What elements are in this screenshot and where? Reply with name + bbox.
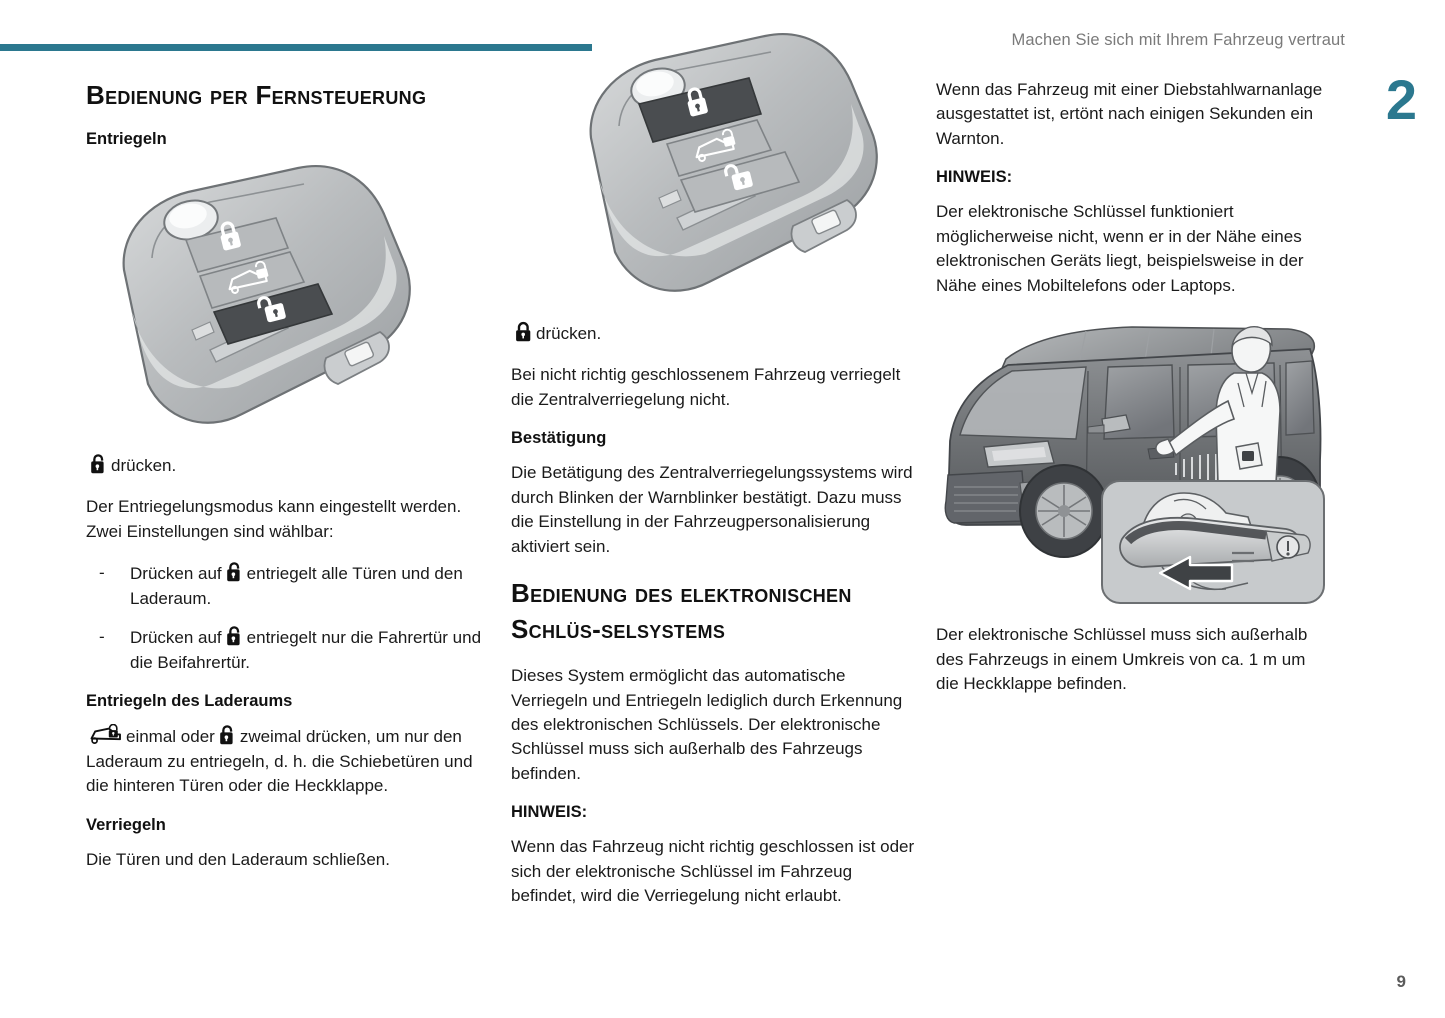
paragraph-electronic-key-system: Dieses System ermöglicht das automatische Verriegeln und Entriegeln lediglich durch Erkennung des elektronischen Schlüssels. Der elektronische Schlüssel muss sich außerhalb des Fahrzeugs befinden. xyxy=(511,666,903,783)
paragraph-unlock-mode: Der Entriegelungsmodus kann eingestellt werden. Zwei Einstellungen sind wählbar: xyxy=(86,497,462,541)
note-label-right: HINWEIS: xyxy=(936,168,1013,187)
subheading-lock: Verriegeln xyxy=(86,815,166,834)
list-item-text-after: entriegelt alle Türen und den Laderaum. xyxy=(130,564,463,608)
door-handle-inset xyxy=(1102,481,1324,603)
chapter-number: 2 xyxy=(1385,68,1417,131)
paragraph-cargo xyxy=(86,724,490,798)
key-fob-lock-illustration xyxy=(559,30,889,295)
figure-key-fob-lock xyxy=(559,30,915,295)
running-head: Machen Sie sich mit Ihrem Fahrzeug vertraut xyxy=(1011,31,1345,49)
list-item-text-after: entriegelt nur die Fahrertür und die Beifahrertür. xyxy=(130,628,482,672)
cargo-vehicle-unlock-icon xyxy=(89,724,123,746)
cargo-text-2: zweimal drücken, um nur den Laderaum zu entriegeln, d. h. die Schiebetüren und die hinteren Türen oder die Heckklappe. xyxy=(86,727,473,796)
list-item-text-before: Drücken auf xyxy=(130,564,222,584)
unlock-padlock-icon xyxy=(225,561,244,583)
list-item xyxy=(86,561,490,611)
figure-vehicle-keyless-entry xyxy=(936,315,1332,605)
press-unlock-text: drücken. xyxy=(111,455,177,475)
left-column xyxy=(86,78,490,872)
note-text-right: Der elektronische Schlüssel funktioniert möglicherweise nicht, wenn er in der Nähe eines elektronischen Geräts liegt, beispielsweise in der Nähe eines Mobiltelefons oder Laptops. xyxy=(936,202,1304,295)
unlock-settings-list xyxy=(86,561,490,675)
press-unlock-line xyxy=(86,453,490,478)
paragraph-key-range: Der elektronische Schlüssel muss sich außerhalb des Fahrzeugs in einem Umkreis von ca. 1 m um die Heckklappe befinden. xyxy=(936,625,1308,694)
subheading-confirmation: Bestätigung xyxy=(511,429,607,448)
list-dash: - xyxy=(99,627,105,647)
unlock-padlock-icon xyxy=(225,625,244,647)
subheading-unlock: Entriegeln xyxy=(86,129,167,148)
key-fob-unlock-illustration xyxy=(92,162,422,427)
paragraph-lock: Die Türen und den Laderaum schließen. xyxy=(86,849,390,869)
unlock-padlock-icon xyxy=(89,453,108,475)
middle-column xyxy=(511,30,915,909)
cargo-text-1: einmal oder xyxy=(126,727,215,747)
unlock-padlock-icon xyxy=(218,724,237,746)
right-column xyxy=(936,78,1332,697)
lock-padlock-icon xyxy=(514,321,533,343)
section-title-remote-control: Bedienung per Fernsteuerung xyxy=(86,80,427,110)
list-item xyxy=(86,625,490,675)
list-item-text-before: Drücken auf xyxy=(130,628,222,648)
list-dash: - xyxy=(99,563,105,583)
press-lock-line xyxy=(511,321,915,346)
paragraph-not-closed: Bei nicht richtig geschlossenem Fahrzeug verriegelt die Zentralverriegelung nicht. xyxy=(511,365,901,409)
vehicle-illustration xyxy=(936,315,1332,605)
header-rule xyxy=(0,44,592,51)
front-wheel xyxy=(1020,465,1108,557)
paragraph-confirmation: Die Betätigung des Zentralverriegelungssystems wird durch Blinken der Warnblinker bestätigt. Dazu muss die Einstellung in der Fahrzeugpersonalisierung aktiviert sein. xyxy=(511,463,913,556)
figure-key-fob-unlock xyxy=(92,162,490,427)
page-number: 9 xyxy=(1396,972,1406,991)
press-lock-text: drücken. xyxy=(536,324,602,343)
note-label-middle: HINWEIS: xyxy=(511,803,588,822)
section-title-electronic-key: Bedienung des elektronischen Schlüs-selsystems xyxy=(511,578,852,645)
note-text-middle: Wenn das Fahrzeug nicht richtig geschlossen ist oder sich der elektronische Schlüssel im Fahrzeug befindet, wird die Verriegelung nicht erlaubt. xyxy=(511,837,915,906)
paragraph-alarm: Wenn das Fahrzeug mit einer Diebstahlwarnanlage ausgestattet ist, ertönt nach einigen Sekunden ein Warnton. xyxy=(936,80,1323,148)
subheading-unlock-cargo: Entriegeln des Laderaums xyxy=(86,692,293,711)
